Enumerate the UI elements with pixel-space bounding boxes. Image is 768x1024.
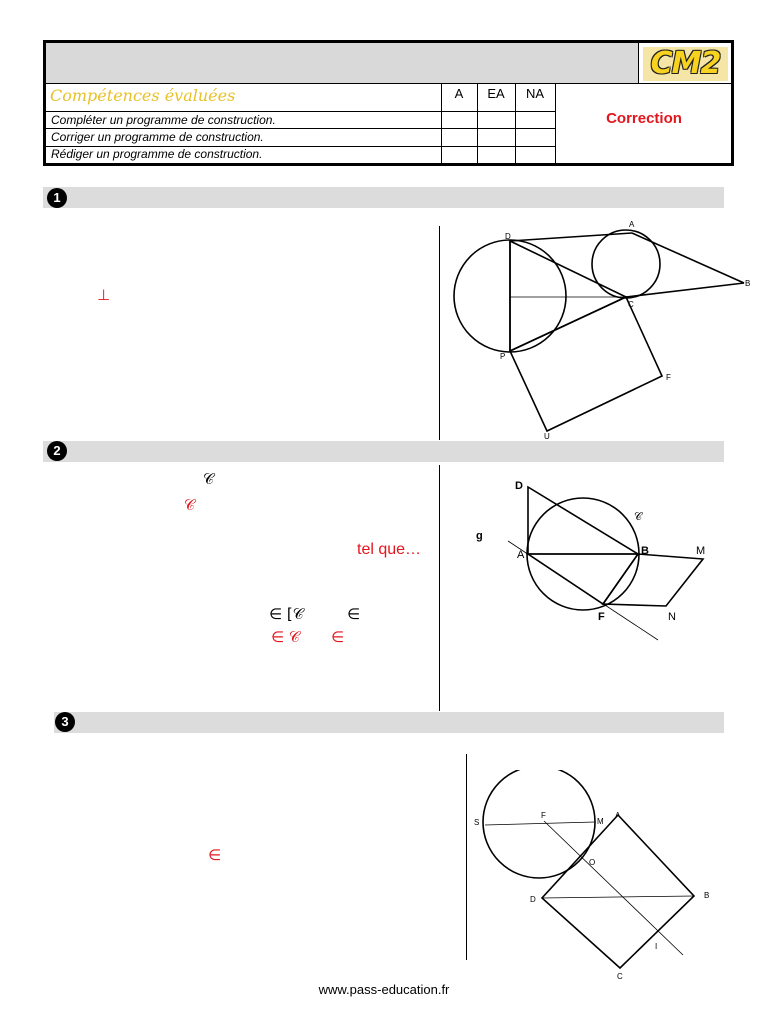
section-bar [43, 441, 724, 462]
point-label: P [500, 352, 506, 361]
correction-label: Correction [606, 110, 682, 127]
point-label: M [696, 545, 706, 557]
point-label: F [541, 811, 546, 820]
section-number-2: 2 [47, 441, 67, 461]
point-label: N [668, 611, 676, 623]
column-header-na: NA [525, 86, 545, 101]
figure-2 [470, 470, 720, 650]
point-label: D [530, 895, 536, 904]
section-number-1: 1 [47, 188, 67, 208]
point-label: A [629, 220, 635, 229]
belongs-symbol: ∈ [347, 605, 361, 623]
point-label: O [589, 858, 596, 867]
square-abcd [542, 815, 694, 968]
point-label: B [641, 545, 649, 557]
section-divider [466, 754, 467, 960]
tel-que-text: tel que… [357, 541, 422, 558]
point-label: S [474, 818, 480, 827]
belongs-symbol: ∈ 𝒞 [271, 628, 300, 646]
section-number-3: 3 [55, 712, 75, 732]
point-label: A [517, 549, 525, 561]
point-label: g [476, 530, 483, 542]
section-bar [54, 712, 724, 733]
point-label: D [505, 232, 511, 241]
table-column-rule [555, 84, 556, 163]
skill-row: Compléter un programme de construction. [51, 113, 276, 127]
belongs-symbol: ∈ [𝒞 [269, 605, 304, 623]
circle-symbol: 𝒞 [203, 470, 214, 488]
point-label: F [598, 611, 605, 623]
segment-db [542, 896, 694, 898]
point-label: C [617, 972, 623, 980]
footer-url: www.pass-education.fr [318, 982, 450, 997]
line-fi [544, 821, 683, 955]
triangle-abf [528, 554, 638, 604]
table-rule [46, 111, 556, 112]
column-header-a: A [454, 86, 464, 101]
square-pcfu [510, 297, 662, 431]
point-label: 𝒞 [634, 511, 643, 523]
segment-sm [485, 822, 595, 825]
belongs-symbol: ∈ [331, 628, 345, 646]
header-title-area [46, 43, 638, 84]
point-label: B [704, 891, 710, 900]
segment-da [510, 233, 632, 241]
table-rule [46, 128, 556, 129]
figure-3 [468, 770, 728, 980]
skills-title: Compétences évaluées [50, 86, 236, 105]
point-label: C [628, 300, 634, 309]
section-divider [439, 465, 440, 711]
point-label: D [515, 480, 523, 492]
level-logo: CM2 [650, 46, 721, 81]
circle-f [483, 770, 595, 878]
skill-row: Rédiger un programme de construction. [51, 147, 263, 161]
perpendicular-symbol: ⊥ [97, 286, 111, 304]
line-g [508, 541, 658, 640]
point-label: I [655, 942, 658, 951]
point-label: A [615, 811, 621, 820]
triangle-dab [528, 487, 638, 554]
triangle-dcp [510, 241, 626, 351]
skill-row: Corriger un programme de construction. [51, 130, 264, 144]
figure-1 [440, 212, 760, 444]
circle-symbol: 𝒞 [184, 496, 195, 514]
point-label: M [597, 817, 604, 826]
point-label: B [745, 279, 751, 288]
section-bar [43, 187, 724, 208]
segment-ab [632, 233, 744, 283]
point-label: U [544, 432, 550, 441]
column-header-ea: EA [487, 86, 505, 101]
segment-cb [626, 283, 744, 297]
belongs-symbol: ∈ [208, 846, 222, 864]
point-label: F [666, 373, 671, 382]
